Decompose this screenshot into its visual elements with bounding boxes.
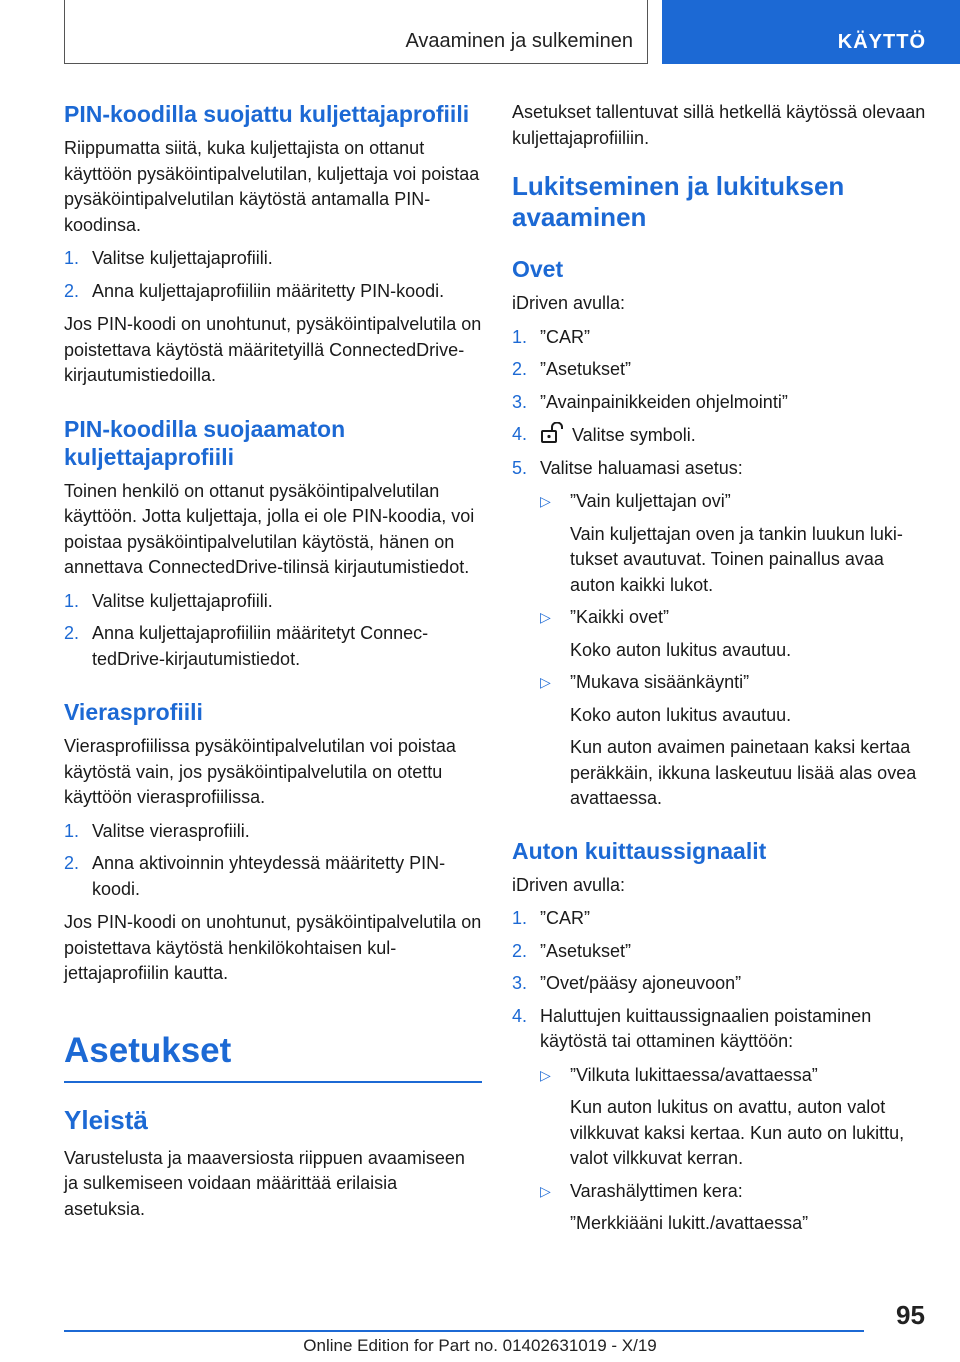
header-section-title [64, 0, 648, 64]
heading-guest-profile: Vierasprofiili [64, 699, 203, 725]
list-item: 1. Valitse kuljettajaprofiili. [64, 248, 273, 268]
left-column [64, 100, 482, 1230]
paragraph: Jos PIN-koodi on unohtunut, pysäköintipalvelutila on poistettava käytöstä henkilökohtaisen kuljettajaprofiilin kautta. [64, 912, 482, 983]
option-item: ▷ ”Vain kuljettajan ovi” Vain kuljettajan oven ja tankin luukun lukitukset avautuvat. Toinen painallus avaa auton kaikki lukot. [540, 489, 930, 598]
right-column [512, 100, 930, 1244]
heading-acknowledgement-signals: Auton kuittaussignaalit [512, 837, 767, 864]
option-item: ▷ Varashälyttimen kera: ”Merkkiääni lukitt./avattaessa” [540, 1179, 930, 1237]
paragraph: Vierasprofiilissa pysäköintipalvelutilan voi poistaa käytöstä vain, jos pysäköintipalvelutila on otettu käyttöön vierasprofiilissa. [64, 736, 456, 807]
list-item: 2. Anna kuljettajaprofiiliin määritetty PIN-koodi. [64, 280, 445, 301]
heading-settings: Asetukset [64, 1029, 482, 1083]
list-item: 4. Valitse symboli. [512, 424, 696, 445]
option-item: ▷ ”Mukava sisäänkäynti” Koko auton lukitus avautuu. Kun auton avaimen painetaan kaksi kertaa peräkkäin, ikkuna laskeutuu lisää alas ovea avattaessa. [540, 670, 930, 812]
paragraph: iDriven avulla: [512, 874, 626, 895]
list-item: 2. Anna aktivoinnin yhteydessä määritetty PIN-koodi. [64, 853, 446, 899]
option-item: ▷ ”Vilkuta lukittaessa/avattaessa” Kun auton lukitus on avattu, auton valot vilkkuvat kaksi kertaa. Kun auto on lukittu, valot vilkkuvat kerran. [540, 1063, 930, 1172]
lock-open-icon [540, 422, 564, 444]
footer-edition: Online Edition for Part no. 01402631019 - X/19 [303, 1336, 657, 1355]
paragraph: Toinen henkilö on ottanut pysäköintipalvelutilan käyttöön. Jotta kuljettaja, jolla ei ole PIN-koodia, voi poistaa pysäköintipalvelutilan käytöstä, hänen on annettava ConnectedDrive-tilinsä kirjautumistiedot. [64, 480, 475, 577]
triangle-right-icon: ▷ [540, 1066, 551, 1083]
steps-list [64, 589, 482, 673]
steps-list [64, 819, 482, 903]
footer [0, 1336, 960, 1356]
list-item: 1. Valitse vierasprofiili. [64, 820, 250, 841]
list-item: 1. Valitse kuljettajaprofiili. [64, 590, 273, 611]
triangle-right-icon: ▷ [540, 609, 551, 625]
header-chapter-text: KÄYTTÖ [837, 31, 926, 53]
list-item: 1. ”CAR” [512, 326, 590, 347]
heading-doors: Ovet [512, 256, 564, 282]
header-chapter-tab[interactable] [662, 0, 960, 64]
paragraph: Jos PIN-koodi on unohtunut, pysäköintipalvelutila on poistettava käytöstä määritetyillä ConnectedDrive-kirjautumistiedoilla. [64, 314, 482, 385]
triangle-right-icon: ▷ [540, 493, 551, 509]
paragraph: Riippumatta siitä, kuka kuljettajista on ottanut käyttöön pysäköintipalvelutilan, kuljettaja voi poistaa pysäköintipalvelutilan käytöstä antamalla PIN-koodinsa. [64, 138, 480, 235]
heading-pin-protected: PIN-koodilla suojattu kuljettajaprofiili [64, 101, 470, 127]
steps-list [512, 906, 930, 1055]
list-item: 2. ”Asetukset” [512, 359, 632, 379]
paragraph: Varustelusta ja maaversiosta riippuen avaamiseen ja sulkemiseen voidaan määrittää erilaisia asetuksia. [64, 1147, 465, 1219]
list-item: 4. Haluttujen kuittaussignaalien poistaminen käytöstä tai ottaminen käyttöön: [512, 1005, 872, 1051]
triangle-right-icon: ▷ [540, 1182, 551, 1199]
list-item: 2. Anna kuljettajaprofiiliin määritetyt ConnectedDrive-kirjautumistiedot. [64, 623, 429, 669]
triangle-right-icon: ▷ [540, 674, 551, 690]
option-item: ▷ ”Kaikki ovet” Koko auton lukitus avautuu. [540, 605, 930, 663]
page-number: 95 [896, 1300, 925, 1330]
steps-list [64, 246, 482, 304]
header-section-text: Avaaminen ja sulkeminen [405, 30, 633, 52]
steps-list [512, 325, 930, 482]
heading-pin-unprotected: PIN-koodilla suojaamaton kuljettajaprofiili [64, 415, 346, 470]
heading-general: Yleistä [64, 1104, 148, 1135]
list-item: 1. ”CAR” [512, 908, 590, 928]
list-item: 3. ”Avainpainikkeiden ohjelmointi” [512, 391, 788, 412]
list-item: 3. ”Ovet/pääsy ajoneuvoon” [512, 973, 742, 993]
paragraph: iDriven avulla: [512, 293, 626, 313]
list-item: 5. Valitse haluamasi asetus: [512, 457, 743, 478]
heading-locking: Lukitseminen ja lukituksen avaaminen [512, 171, 845, 232]
paragraph: Asetukset tallentuvat sillä hetkellä käytössä olevaan kuljettajaprofiiliin. [512, 102, 926, 148]
list-item: 2. ”Asetukset” [512, 940, 632, 961]
footer-divider [64, 1330, 864, 1332]
